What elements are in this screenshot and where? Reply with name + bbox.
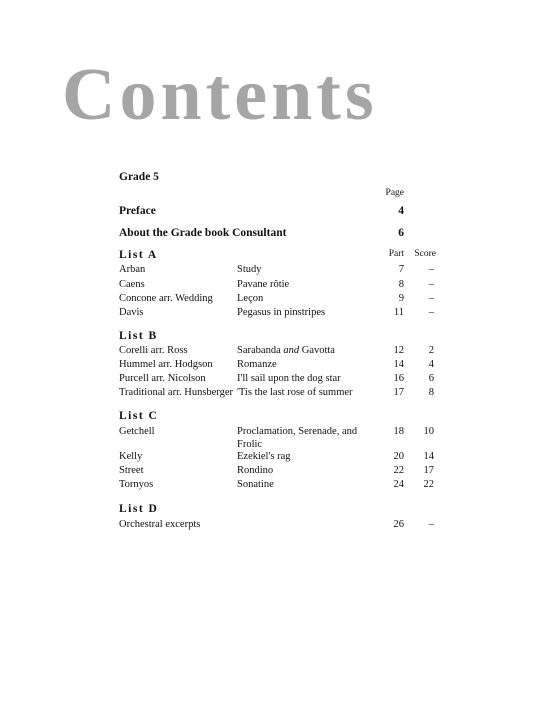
composer: Getchell: [119, 426, 155, 437]
part-column-header: Part: [388, 249, 404, 259]
piece-title: Romanze: [237, 359, 277, 370]
preface-page: 4: [398, 205, 404, 217]
composer: Street: [119, 465, 144, 476]
piece-title: Rondino: [237, 465, 274, 476]
composer: Hummel arr. Hodgson: [119, 359, 213, 370]
page-title: Contents: [62, 54, 378, 136]
composer: Traditional arr. Hunsberger: [119, 387, 234, 398]
composer: Purcell arr. Nicolson: [119, 373, 206, 384]
piece-title: Pavane rôtie: [237, 279, 290, 290]
list-a-heading: List A: [119, 249, 158, 261]
part-page: 9: [398, 293, 404, 304]
score-page: –: [428, 264, 434, 275]
score-page: 8: [428, 387, 434, 398]
list-b-heading: List B: [119, 330, 158, 342]
composer: Orchestral excerpts: [119, 519, 201, 530]
score-page: 22: [423, 479, 434, 490]
composer: Concone arr. Wedding: [119, 293, 213, 304]
piece-title: Proclamation, Serenade, and: [237, 426, 358, 437]
composer: Tornyos: [119, 479, 154, 490]
piece-title: Ezekiel's rag: [237, 451, 291, 462]
piece-title: Pegasus in pinstripes: [237, 307, 326, 318]
about-entry: About the Grade book Consultant: [119, 227, 287, 239]
part-page: 24: [393, 479, 404, 490]
score-page: 4: [428, 359, 434, 370]
part-page: 14: [393, 359, 404, 370]
composer: Davis: [119, 307, 144, 318]
part-page: 20: [393, 451, 404, 462]
grade-label: Grade 5: [119, 171, 159, 183]
composer: Corelli arr. Ross: [119, 345, 188, 356]
list-d-heading: List D: [119, 503, 159, 515]
part-page: 18: [393, 426, 404, 437]
composer: Arban: [119, 264, 146, 275]
part-page: 16: [393, 373, 404, 384]
piece-title: I'll sail upon the dog star: [237, 373, 341, 384]
part-page: 8: [398, 279, 404, 290]
score-page: 6: [428, 373, 434, 384]
piece-title: Study: [237, 264, 262, 275]
score-page: –: [428, 279, 434, 290]
piece-title: 'Tis the last rose of summer: [237, 387, 353, 398]
preface-entry: Preface: [119, 205, 156, 217]
piece-title: Leçon: [237, 293, 264, 304]
part-page: 12: [393, 345, 404, 356]
score-page: 10: [423, 426, 434, 437]
score-column-header: Score: [414, 249, 436, 259]
page-column-header: Page: [385, 188, 404, 198]
score-page: –: [428, 519, 434, 530]
score-page: 14: [423, 451, 434, 462]
about-page: 6: [398, 227, 404, 239]
part-page: 26: [393, 519, 404, 530]
part-page: 17: [393, 387, 404, 398]
composer: Caens: [119, 279, 145, 290]
score-page: 2: [428, 345, 434, 356]
piece-title-continued: Frolic: [237, 439, 263, 450]
list-c-heading: List C: [119, 410, 159, 422]
piece-title: Sarabanda and Gavotta: [237, 345, 335, 356]
piece-title: Sonatine: [237, 479, 274, 490]
score-page: –: [428, 293, 434, 304]
part-page: 11: [393, 307, 404, 318]
composer: Kelly: [119, 451, 143, 462]
part-page: 7: [398, 264, 404, 275]
part-page: 22: [393, 465, 404, 476]
score-page: –: [428, 307, 434, 318]
score-page: 17: [423, 465, 434, 476]
